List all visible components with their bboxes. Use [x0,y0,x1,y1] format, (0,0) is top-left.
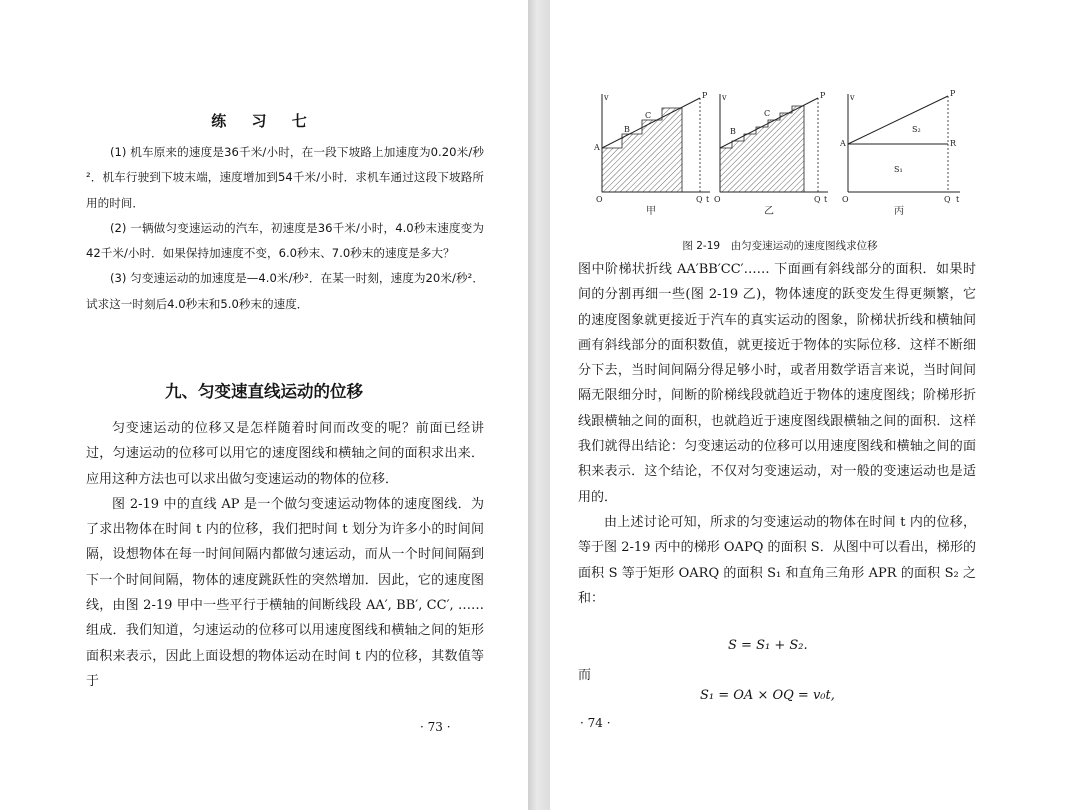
book-spine [528,0,550,810]
exercise-list [86,140,484,317]
label-R: R [950,139,957,148]
axis-label-v: v [604,93,609,102]
exercise-item: (1) 机车原来的速度是36千米/小时，在一段下坡路上加速度为0.20米/秒²．机车行驶到下坡末端，速度增加到54千米/小时．求机车通过这段下坡路所用的时间． [86,145,484,210]
paragraph: 由上述讨论可知，所求的匀变速运动的物体在时间 t 内的位移，等于图 2-19 丙中的梯形 OAPQ 的面积 S．从图中可以看出，梯形的面积 S 等于矩形 OARQ 的面积 S₁ 和直角三角形 APR 的面积 S₂ 之和： [578,514,976,606]
panel-jia [593,91,710,217]
label-C: C [764,109,771,118]
label-P: P [702,91,708,100]
label-C: C [645,111,652,120]
label-B: B [624,125,630,134]
label-O: O [714,195,721,204]
axis-label-t: t [824,195,828,204]
label-P: P [820,91,826,100]
equation-s-sum: S = S₁ + S₂. [728,638,808,653]
label-O: O [596,195,603,204]
panel-yi [714,91,828,217]
label-Q: Q [944,195,951,204]
exercise-item: (3) 匀变速运动的加速度是—4.0米/秒²．在某一时刻，速度为20米/秒²．试求这一时刻后4.0秒末和5.0秒末的速度． [86,271,484,311]
page-number: · 74 · [580,716,611,730]
page-number: · 73 · [420,720,451,734]
axis-label-v: v [722,93,727,102]
er-word: 而 [578,668,592,683]
axis-label-v: v [850,93,855,102]
paragraph: 图 2-19 中的直线 AP 是一个做匀变速运动物体的速度图线．为了求出物体在时间 t 内的位移，我们把时间 t 划分为许多小的时间间隔，设想物体在每一时间间隔内都做匀速运动，而从一个时间间隔到下一个时间间隔，物体的速度跳跃性的突然增加．因此，它的速度图线，由图 2-19 甲中一些平行于横轴的间断线段 AA′, BB′, CC′, ……组成．我们知道，匀速运动的位移可以用速度图线和横轴之间的矩形面积来表示，因此上面设想的物体运动在时间 t 内的位移，其数值等于 [86,496,484,689]
axis-label-t: t [956,195,960,204]
figure-2-19 [590,86,970,226]
label-Q: Q [814,195,821,204]
exercise-item: (2) 一辆做匀变速运动的汽车，初速度是36千米/小时，4.0秒末速度变为42千米/小时．如果保持加速度不变，6.0秒末、7.0秒末的速度是多大？ [86,220,484,261]
exercise-title: 练 习 七 [211,112,317,130]
panel-label: 甲 [646,206,656,217]
label-S1: S₁ [894,165,903,174]
label-O: O [842,195,849,204]
left-page [0,0,528,810]
label-A: A [840,139,846,148]
paragraph: 图中阶梯状折线 AA′BB′CC′…… 下面画有斜线部分的面积．如果时间的分割再细一些(图 2-19 乙)，物体速度的跃变发生得更频繁，它的速度图象就更接近于汽车的真实运动的图象，阶梯状折线和横轴间画有斜线部分的面积数值，就更接近于物体的实际位移．这样不断细分下去，当时间间隔分得足够小时，或者用数学语言来说，当时间间隔无限细分时，间断的阶梯线段就趋近于物体的速度图线；阶梯形折线跟横轴之间的面积，也就趋近于速度图线跟横轴之间的面积．这样我们就得出结论：匀变速运动的位移可以用速度图线和横轴之间的面积来表示．这个结论，不仅对匀变速运动，对一般的变速运动也是适用的． [578,262,976,505]
label-A: A [594,143,600,152]
label-S2: S₂ [912,125,921,134]
label-Q: Q [696,195,703,204]
section-heading: 九、匀变速直线运动的位移 [165,382,363,401]
panel-label: 乙 [764,206,774,217]
label-B: B [730,127,736,136]
label-P: P [950,89,956,98]
equation-s1: S₁ = OA × OQ = v₀t, [700,688,835,703]
panel-label: 丙 [894,206,904,217]
left-body-text [86,416,484,694]
right-body-text [578,257,976,611]
axis-label-t: t [706,195,710,204]
figure-caption: 图 2-19 由匀变速运动的速度图线求位移 [682,240,878,252]
paragraph: 匀变速运动的位移又是怎样随着时间而改变的呢？前面已经讲过，匀速运动的位移可以用它的速度图线和横轴之间的面积求出来．应用这种方法也可以求出做匀变速运动的物体的位移． [86,421,484,487]
panel-bing [839,89,960,217]
